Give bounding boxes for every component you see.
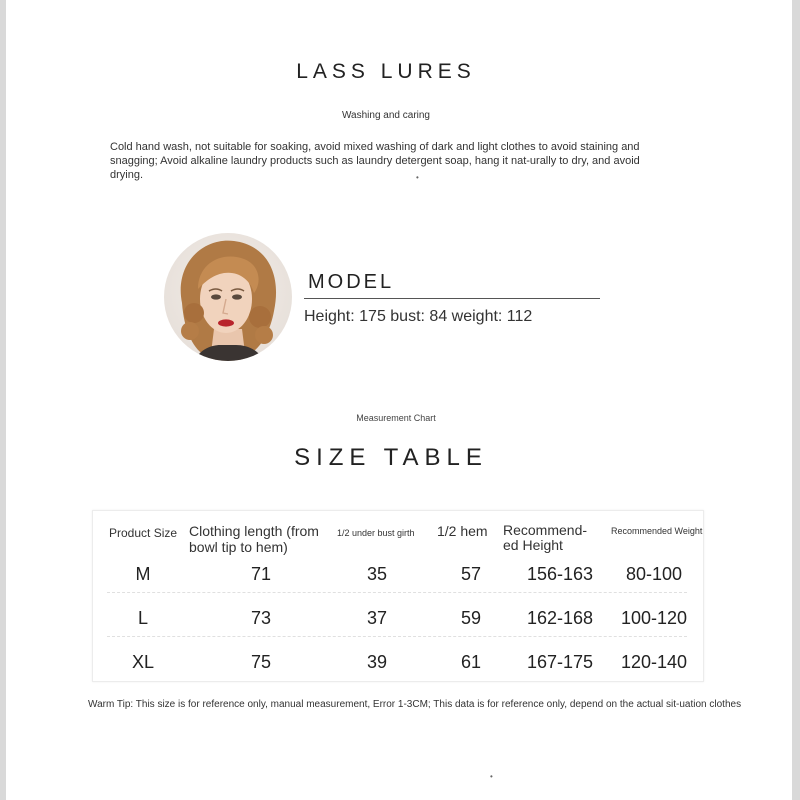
row-m-size: M <box>135 564 151 584</box>
size-table-title: SIZE TABLE <box>294 444 488 471</box>
header-recommended-height: Recommend-ed Height <box>503 522 588 553</box>
row-m-weight: 80-100 <box>625 564 683 584</box>
brand-title: LASS LURES <box>296 60 476 83</box>
care-instructions: Cold hand wash, not suitable for soaking, avoid mixed washing of dark and light clothes to avoid staining and snagging; Avoid alkaline laundry products such as laundry detergent soap, hang it nat-urally to dry, and avoid drying. <box>110 141 640 181</box>
row-l-size: L <box>137 608 148 628</box>
header-clothing-length: Clothing length (from bowl tip to hem) <box>189 523 319 555</box>
size-table <box>92 510 704 682</box>
warm-tip: Warm Tip: This size is for reference only, manual measurement, Error 1-3CM; This data is for reference only, depend on the actual sit-uation clothes <box>88 699 742 710</box>
speck-dot: • <box>416 173 419 182</box>
row-xl-weight: 120-140 <box>620 652 688 672</box>
row-l-weight: 100-120 <box>620 608 688 628</box>
header-under-bust: 1/2 under bust girth <box>337 528 415 538</box>
header-product-size: Product Size <box>109 526 178 540</box>
measurement-caption: Measurement Chart <box>356 413 436 423</box>
product-detail-page <box>6 0 792 800</box>
row-l-length: 73 <box>250 608 272 628</box>
row-xl-bust: 39 <box>366 652 388 672</box>
row-divider <box>107 636 687 637</box>
row-l-bust: 37 <box>366 608 388 628</box>
speck-dot: • <box>490 772 493 781</box>
row-l-height: 162-168 <box>526 608 594 628</box>
row-m-height: 156-163 <box>526 564 594 584</box>
row-xl-height: 167-175 <box>526 652 594 672</box>
model-heading: MODEL <box>308 271 395 293</box>
header-recommended-weight: Recommended Weight <box>611 526 703 536</box>
row-divider <box>107 592 687 593</box>
row-m-length: 71 <box>250 564 272 584</box>
row-m-bust: 35 <box>366 564 388 584</box>
model-photo <box>164 233 292 361</box>
row-xl-hem: 61 <box>460 652 482 672</box>
header-hem: 1/2 hem <box>437 523 488 539</box>
row-m-hem: 57 <box>460 564 482 584</box>
model-divider <box>304 298 600 299</box>
row-l-hem: 59 <box>460 608 482 628</box>
row-xl-length: 75 <box>250 652 272 672</box>
row-xl-size: XL <box>131 652 155 672</box>
model-measurements: Height: 175 bust: 84 weight: 112 <box>304 308 533 325</box>
care-heading: Washing and caring <box>341 110 430 121</box>
